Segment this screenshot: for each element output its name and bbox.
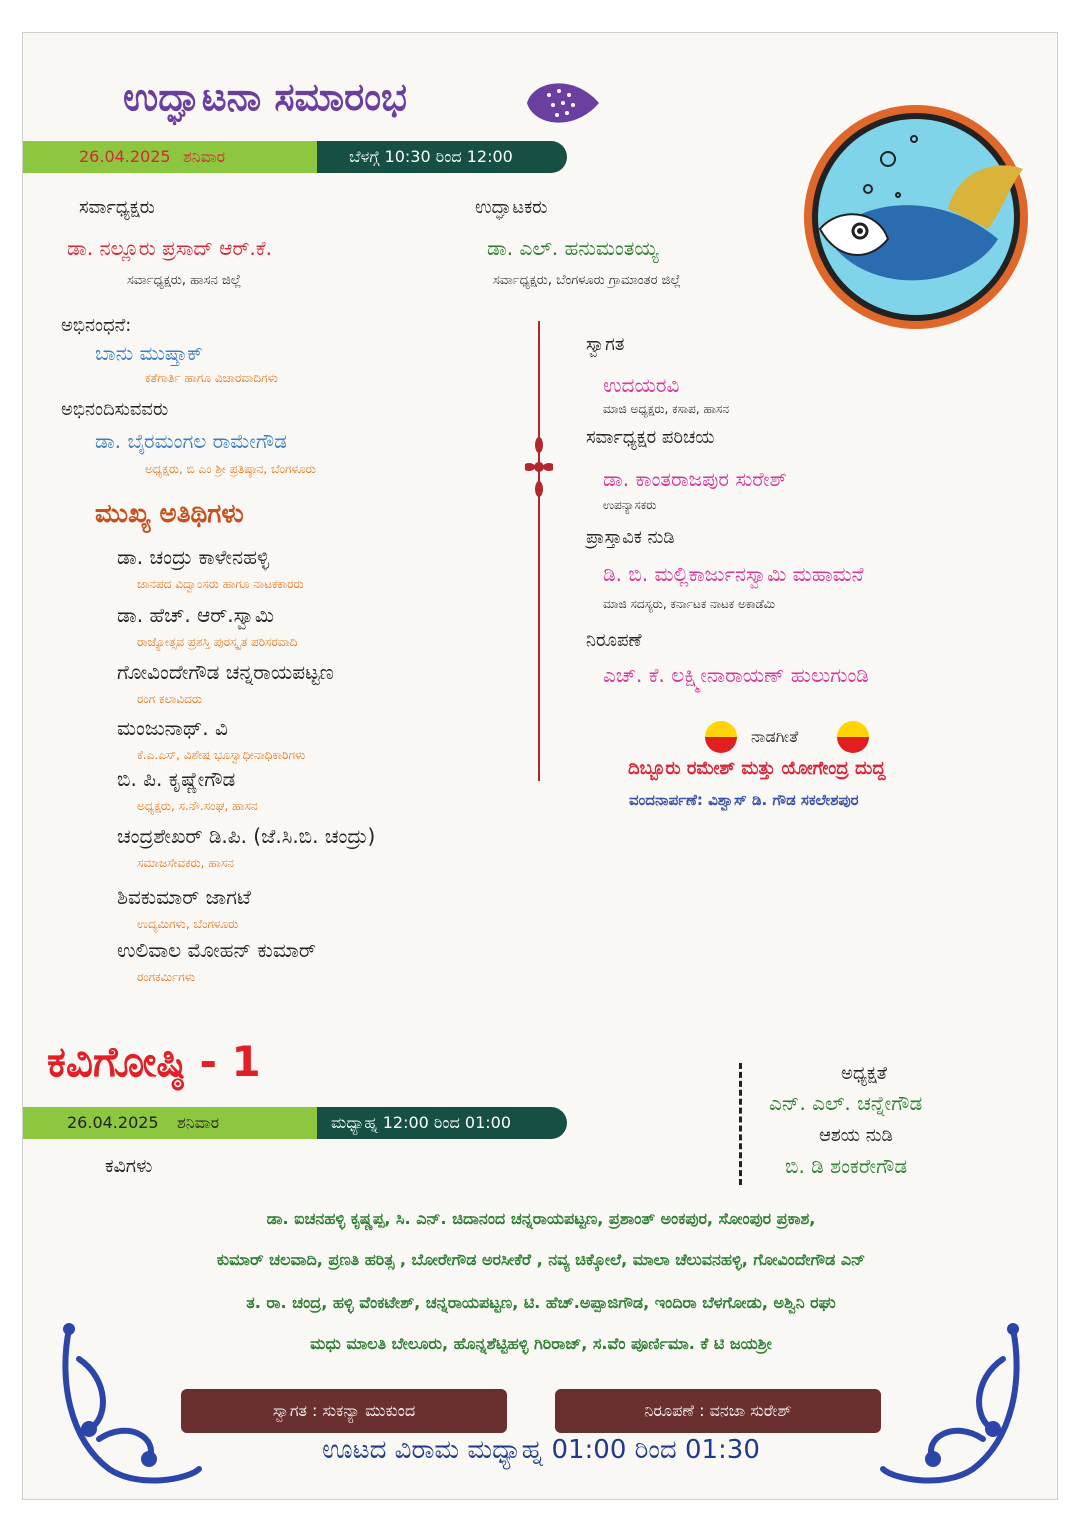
felicitation-role: ಕತೆಗಾರ್ತಿ ಹಾಗೂ ವಿಚಾರವಾದಿಗಳು — [145, 371, 278, 385]
vote-of-thanks: ವಂದನಾರ್ಪಣೆ: ವಿಶ್ವಾಸ್ ಡಿ. ಗೌಡ ಸಕಲೇಶಪುರ — [629, 791, 859, 809]
felicitator-name: ಡಾ. ಬೈರಮಂಗಲ ರಾಮೇಗೌಡ — [95, 429, 287, 453]
compere-heading: ನಿರೂಪಣೆ — [586, 630, 642, 651]
chief-guest-name: ಚಂದ್ರಶೇಖರ್ ಡಿ.ಪಿ. (ಜೆ.ಸಿ.ಬಿ. ಚಂದ್ರು) — [117, 824, 376, 848]
kavigoshti-title: ಕವಿಗೋಷ್ಠಿ - 1 — [47, 1037, 261, 1086]
chief-guest-role: ಅಧ್ಯಕ್ಷರು, ಸ.ನೌ.ಸಂಘ, ಹಾಸನ — [137, 799, 258, 813]
chief-guest-name: ಬಿ. ಪಿ. ಕೃಷ್ಣೇಗೌಡ — [117, 767, 236, 791]
chief-guest-role: ಸಮಾಜಸೇವಕರು, ಹಾಸನ — [137, 856, 234, 870]
preface-name: ಡಿ. ಬಿ. ಮಲ್ಲಿಕಾರ್ಜುನಸ್ವಾಮಿ ಮಹಾಮನೆ — [603, 562, 864, 586]
time: ಮಧ್ಯಾಹ್ನ 12:00 ರಿಂದ 01:00 — [331, 1113, 512, 1132]
poets-heading: ಕವಿಗಳು — [105, 1155, 153, 1177]
kannada-flag-icon — [705, 721, 737, 753]
chief-guest-name: ಮಂಜುನಾಥ್. ವಿ — [117, 716, 228, 740]
time-bar — [317, 141, 567, 173]
address-heading: ಆಶಯ ನುಡಿ — [819, 1125, 893, 1146]
address-name: ಬಿ. ಡಿ ಶಂಕರೇಗೌಡ — [785, 1154, 908, 1178]
felicitator-heading: ಅಭಿನಂದಿಸುವವರು — [61, 399, 169, 420]
compere-name: ಎಚ್. ಕೆ. ಲಕ್ಷ್ಮೀನಾರಾಯಣ್ ಹುಲುಗುಂಡಿ — [603, 663, 869, 687]
preface-heading: ಪ್ರಾಸ್ತಾವಿಕ ನುಡಿ — [586, 527, 675, 548]
anthem-label: ನಾಡಗೀತೆ — [751, 727, 799, 746]
chief-guest-name: ಉಲಿವಾಲ ಮೋಹನ್ ಕುಮಾರ್ — [117, 938, 316, 962]
vertical-divider — [538, 321, 540, 781]
welcome-role: ಮಾಜಿ ಅಧ್ಯಕ್ಷರು, ಕಸಾಪ, ಹಾಸನ — [603, 402, 730, 416]
chief-guest-role: ರಂಗ ಕಲಾವಿದರು — [137, 692, 203, 706]
inaugurator-heading: ಉದ್ಘಾಟಕರು — [475, 197, 548, 218]
chief-guest-role: ಕೆ.ಎ.ಎಸ್, ವಿಶೇಷ ಭೂಸ್ವಾಧೀನಾಧಿಕಾರಿಗಳು — [137, 748, 306, 762]
chair-heading: ಅಧ್ಯಕ್ಷತೆ — [841, 1063, 887, 1084]
day: ಶನಿವಾರ — [183, 147, 226, 166]
ornament-icon — [525, 435, 553, 499]
president-heading: ಸರ್ವಾಧ್ಯಕ್ಷರು — [79, 197, 155, 218]
welcome-name: ಉದಯರವಿ — [603, 373, 680, 397]
poets-line: ಕುಮಾರ್ ಚಲವಾದಿ, ಪ್ರಣತಿ ಹರಿತ್ಸ , ಬೋರೇಗೌಡ ಅರಸೀಕೆರೆ , ನವ್ಯ ಚಿಕ್ಕೋಲೆ, ಮಾಲಾ ಚೆಲುವನಹಳ್ಳಿ, ಗೋವಿಂದೇಗೌಡ ಎನ್ — [216, 1250, 866, 1269]
preface-role: ಮಾಜಿ ಸದಸ್ಯರು, ಕರ್ನಾಟಕ ನಾಟಕ ಅಕಾಡೆಮಿ — [603, 597, 776, 611]
chief-guest-role: ರಾಜ್ಯೋತ್ಸವ ಪ್ರಶಸ್ತಿ ಪುರಸ್ಕೃತ ಪರಿಸರವಾದಿ — [137, 635, 298, 649]
felicitation-heading: ಅಭಿನಂಧನೆ: — [61, 315, 132, 336]
chief-guest-role: ಉದ್ಯಮಿಗಳು, ಬೆಂಗಳೂರು — [137, 917, 239, 931]
president-name: ಡಾ. ನಲ್ಲೂರು ಪ್ರಸಾದ್ ಆರ್.ಕೆ. — [67, 236, 272, 260]
poets-line: ತ. ರಾ. ಚಂದ್ರ, ಹಳ್ಳಿ ವೆಂಕಟೇಶ್, ಚನ್ನರಾಯಪಟ್ಟಣ, ಟಿ. ಹೆಚ್.ಅಪ್ಪಾಜಿಗೌಡ, ಇಂದಿರಾ ಬೆಳಗೋಡು, ಅಶ್ವಿನಿ ರಘು — [246, 1293, 836, 1312]
poets-line: ಮಧು ಮಾಲತಿ ಬೇಲೂರು, ಹೊನ್ನಶೆಟ್ಟಿಹಳ್ಳಿ ಗಿರಿರಾಜ್, ಸ.ವೆಂ ಪೂರ್ಣಿಮಾ. ಕೆ ಟಿ ಜಯಶ್ರೀ — [310, 1334, 772, 1353]
lunch-break: ಊಟದ ವಿರಾಮ ಮಧ್ಯಾಹ್ನ 01:00 ರಿಂದ 01:30 — [322, 1435, 760, 1465]
date: 26.04.2025 — [79, 147, 171, 166]
inaugurator-name: ಡಾ. ಎಲ್. ಹನುಮಂತಯ್ಯ — [487, 236, 659, 260]
chief-guest-role: ರಂಗಕರ್ಮಿಗಳು — [137, 970, 196, 984]
chair-name: ಎನ್. ಎಲ್. ಚನ್ನೇಗೌಡ — [769, 1091, 923, 1115]
chief-guest-name: ಡಾ. ಹೆಚ್. ಆರ್.ಸ್ವಾಮಿ — [117, 603, 275, 627]
chief-guests-heading: ಮುಖ್ಯ ಅತಿಥಿಗಳು — [95, 499, 244, 529]
anthem-singers: ದಿಬ್ಬೂರು ರಮೇಶ್ ಮತ್ತು ಯೋಗೇಂದ್ರ ದುದ್ದ — [628, 758, 886, 779]
inaugurator-role: ಸರ್ವಾಧ್ಯಕ್ಷರು, ಬೆಂಗಳೂರು ಗ್ರಾಮಾಂತರ ಜಿಲ್ಲೆ — [493, 273, 681, 288]
president-role: ಸರ್ವಾಧ್ಯಕ್ಷರು, ಹಾಸನ ಜಿಲ್ಲೆ — [127, 273, 242, 288]
chief-guest-role: ಜಾನಪದ ವಿದ್ವಾಂಸರು ಹಾಗೂ ನಾಟಕಕಾರರು — [137, 577, 304, 591]
dashed-divider — [739, 1063, 742, 1185]
intro-heading: ಸರ್ವಾಧ್ಯಕ್ಷರ ಪರಿಚಯ — [586, 427, 715, 448]
inauguration-title: ಉದ್ಘಾಟನಾ ಸಮಾರಂಭ — [123, 75, 407, 119]
chief-guest-name: ಶಿವಕುಮಾರ್ ಜಾಗಟೆ — [117, 885, 251, 909]
felicitator-role: ಅಧ್ಯಕ್ಷರು, ಬಿ ಎಂ ಶ್ರೀ ಪ್ರತಿಷ್ಠಾನ, ಬೆಂಗಳೂರು — [145, 462, 316, 476]
date-bar — [23, 141, 323, 173]
felicitation-name: ಬಾನು ಮುಷ್ತಾಕ್ — [95, 341, 203, 365]
date-bar-2 — [23, 1107, 323, 1139]
poets-line: ಡಾ. ಐಚನಹಳ್ಳಿ ಕೃಷ್ಣಪ್ಪ, ಸಿ. ಎನ್. ಚಿದಾನಂದ ಚನ್ನರಾಯಪಟ್ಟಣ, ಪ್ರಶಾಂತ್ ಅಂಕಪುರ, ಸೋಂಪುರ ಪ್ರಕಾಶ, — [266, 1209, 816, 1228]
compere-pill: ನಿರೂಪಣೆ : ವನಜಾ ಸುರೇಶ್ — [555, 1389, 881, 1433]
chief-guest-name: ಗೋವಿಂದೇಗೌಡ ಚನ್ನರಾಯಪಟ್ಟಣ — [117, 660, 334, 684]
date: 26.04.2025 — [67, 1113, 159, 1132]
leaf-icon — [523, 73, 603, 133]
invitation-page — [22, 32, 1058, 1500]
intro-name: ಡಾ. ಕಾಂತರಾಜಪುರ ಸುರೇಶ್ — [603, 467, 787, 491]
welcome-heading: ಸ್ವಾಗತ — [586, 334, 625, 355]
welcome-pill: ಸ್ವಾಗತ : ಸುಕನ್ಯಾ ಮುಕುಂದ — [181, 1389, 507, 1433]
day: ಶನಿವಾರ — [177, 1113, 220, 1132]
kannada-flag-icon — [837, 721, 869, 753]
time-bar-2 — [317, 1107, 567, 1139]
intro-role: ಉಪನ್ಯಾಸಕರು — [603, 498, 657, 512]
time: ಬೆಳಗ್ಗೆ 10:30 ರಿಂದ 12:00 — [349, 147, 513, 166]
chief-guest-name: ಡಾ. ಚಂದ್ರು ಕಾಳೇನಹಳ್ಳಿ — [117, 545, 270, 569]
fish-emblem-icon — [798, 99, 1034, 335]
